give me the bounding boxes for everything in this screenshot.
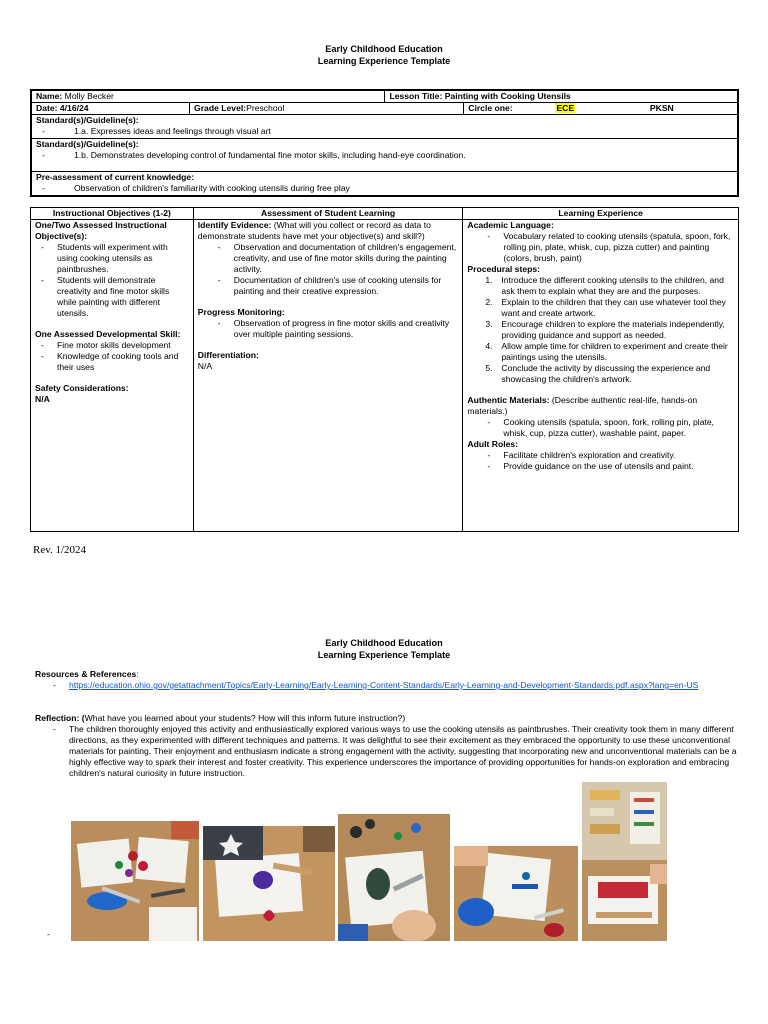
- standard-item: - 1.a. Expresses ideas and feelings through visual art: [36, 126, 733, 137]
- pre-assessment-item: - Observation of children's familiarity with cooking utensils during free play: [36, 183, 733, 194]
- assessment-cell: [193, 220, 463, 532]
- circle-one-cell: Circle one: ECE PKSN: [464, 103, 738, 115]
- list-item: 4. Allow ample time for children to experiment and create their paintings using the utensils.: [485, 341, 728, 362]
- reflection-text: - The children thoroughly enjoyed this activity and enthusiastically explored various ways to use the cooking utensils as paintbrushes. Their creativity took them in many different directions, as they experimented with different techniques and patterns. It was delightful to see their excitement as they embraced the opportunity to use these unconventional materials for painting. Their enjoyment and enthusiasm indicate a strong engagement with the activity, suggesting that incorporating new and unconventional materials can be a highly effective way to spark their interest and foster creativity. This experience underscores the importance of providing opportunities for hands-on exploration and embracing children's natural curiosity in future instruction.: [47, 724, 739, 779]
- list-item: - Students will demonstrate creativity and fine motor skills while painting with different utensils.: [35, 275, 189, 319]
- list-item: - Cooking utensils (spatula, spoon, fork, rolling pin, plate, whisk, cup, pizza cutter), washable paint, paper.: [481, 417, 734, 439]
- objectives-label: One/Two Assessed Instructional Objective(s):: [35, 220, 167, 241]
- authentic-materials-block: Authentic Materials: (Describe authentic real-life, hands-on materials.): [467, 395, 698, 416]
- activity-photo-1: [71, 821, 199, 941]
- list-item: - Documentation of children's use of cooking utensils for painting and their creative expression.: [212, 275, 459, 297]
- photo-bullet: -: [47, 929, 50, 939]
- academic-list: [467, 231, 734, 264]
- lesson-date: 4/16/24: [57, 103, 89, 113]
- adult-roles-label: Adult Roles:: [467, 439, 518, 449]
- evidence-block: Identify Evidence: (What will you collect or record as data to demonstrate students have met your objective(s) and skill?): [197, 220, 431, 241]
- activity-photo-2: [203, 826, 335, 941]
- standards-cell-1: Standard(s)/Guideline(s): - 1.a. Expresses ideas and feelings through visual art: [31, 115, 738, 139]
- activity-photo-5: [582, 782, 667, 941]
- procedural-steps-list: [467, 275, 734, 385]
- list-item: - Knowledge of cooking tools and their uses: [35, 351, 189, 373]
- learning-experience-cell: [463, 220, 739, 532]
- list-item: 2. Explain to the children that they can use whatever tool they want and create artwork.: [485, 297, 726, 318]
- page1-header: [0, 44, 768, 67]
- circle-option-ece: ECE: [556, 103, 575, 113]
- col-header-learning-experience: Learning Experience: [463, 208, 739, 220]
- resource-link[interactable]: https://education.ohio.gov/getattachment/Topics/Early-Learning/Early-Learning-Content-Standards/Early-Learning-and-Development-Standards.pdf.aspx?lang=en-US: [69, 680, 699, 690]
- dev-skill-label: One Assessed Developmental Skill:: [35, 329, 181, 339]
- progress-list: [198, 318, 459, 340]
- activity-photo-4: [454, 846, 578, 941]
- reflection-prompt: What have you learned about your students? How will this inform future instruction?): [84, 713, 406, 723]
- resources-section: Resources & References: - https://education.ohio.gov/getattachment/Topics/Early-Learning/Early-Learning-Content-Standards/Early-Learning-and-Development-Standards.pdf.aspx?lang=en-US: [35, 669, 739, 691]
- authentic-list: [467, 417, 734, 439]
- lesson-title: Painting with Cooking Utensils: [442, 91, 571, 101]
- reflection-label: Reflection:: [35, 713, 82, 723]
- list-item: 3. Encourage children to explore the materials independently, providing guidance and support as needed.: [485, 319, 725, 340]
- date-cell: Date: 4/16/24: [31, 103, 190, 115]
- differentiation-label: Differentiation:: [197, 350, 259, 360]
- header-line1: Early Childhood Education: [325, 638, 443, 648]
- differentiation-value: N/A: [197, 361, 213, 371]
- standards-cell-2: Standard(s)/Guideline(s): - 1.b. Demonstrates developing control of fundamental fine motor skills, including hand-eye coordination.: [31, 139, 738, 172]
- col-header-objectives: Instructional Objectives (1-2): [31, 208, 194, 220]
- list-item: - Provide guidance on the use of utensils and paint.: [481, 461, 734, 472]
- reflection-section: Reflection: (What have you learned about your students? How will this inform future instruction?) - The children thoroughly enjoyed this activity and enthusiastically explored various ways to use the cooking utensils as paintbrushes. Their creativity took them in many different directions, as they experimented with different techniques and patterns. It was delightful to see their excitement as they embraced the opportunity to use these unconventional materials for painting. Their enjoyment and enthusiasm indicate a strong engagement with the activity, suggesting that incorporating new and unconventional materials can be a highly effective way to spark their interest and foster creativity. This experience underscores the importance of providing opportunities for hands-on exploration and embracing children's natural curiosity in future instruction.: [35, 713, 739, 779]
- list-item: 5. Conclude the activity by discussing the experience and showcasing the children's artwork.: [485, 363, 711, 384]
- list-item: - Fine motor skills development: [35, 340, 189, 351]
- grade-level-cell: Grade Level:Preschool: [190, 103, 464, 115]
- header-line2: Learning Experience Template: [317, 649, 451, 660]
- circle-option-pksn: PKSN: [649, 103, 674, 113]
- grade-level: Preschool: [246, 103, 285, 113]
- list-item: - Observation of progress in fine motor skills and creativity over multiple painting sessions.: [212, 318, 459, 340]
- safety-label: Safety Considerations:: [35, 383, 129, 393]
- teacher-name: Molly Becker: [62, 91, 114, 101]
- lesson-plan-table: [30, 207, 739, 532]
- activity-photo-3: [338, 814, 450, 941]
- standard-item: - 1.b. Demonstrates developing control of fundamental fine motor skills, including hand-eye coordination.: [36, 150, 733, 161]
- header-line2: Learning Experience Template: [317, 55, 451, 66]
- resources-label: Resources & References: [35, 669, 137, 679]
- pre-assessment-cell: Pre-assessment of current knowledge: - Observation of children's familiarity with cooking utensils during free play: [31, 172, 738, 196]
- list-item: 1. Introduce the different cooking utensils to the children, and ask them to explain what they are and the purposes.: [485, 275, 724, 296]
- dev-skills-list: [35, 340, 189, 373]
- name-cell: Name: Molly Becker: [31, 90, 385, 103]
- list-item: - Observation and documentation of children's engagement, creativity, and use of fine motor skills during the painting activity.: [212, 242, 459, 275]
- col-header-assessment: Assessment of Student Learning: [193, 208, 463, 220]
- list-item: - Students will experiment with using cooking utensils as paintbrushes.: [35, 242, 189, 275]
- procedural-label: Procedural steps:: [467, 264, 540, 274]
- evidence-list: [198, 242, 459, 297]
- lesson-info-table: [30, 89, 739, 197]
- safety-value: N/A: [35, 394, 50, 404]
- list-item: - Vocabulary related to cooking utensils (spatula, spoon, fork, rolling pin, plate, whisk, cup, pizza cutter) and painting (colors, brush, paint): [481, 231, 734, 264]
- progress-label: Progress Monitoring:: [197, 307, 285, 317]
- revision-label: Rev. 1/2024: [33, 544, 87, 556]
- objectives-list: [35, 242, 189, 319]
- objectives-cell: [31, 220, 194, 532]
- academic-language-label: Academic Language:: [467, 220, 554, 230]
- list-item: - Facilitate children's exploration and creativity.: [481, 450, 734, 461]
- adult-roles-list: [467, 450, 734, 472]
- page2-header: [0, 638, 768, 661]
- header-line1: Early Childhood Education: [325, 44, 443, 54]
- lesson-title-cell: Lesson Title: Painting with Cooking Utensils: [385, 90, 738, 103]
